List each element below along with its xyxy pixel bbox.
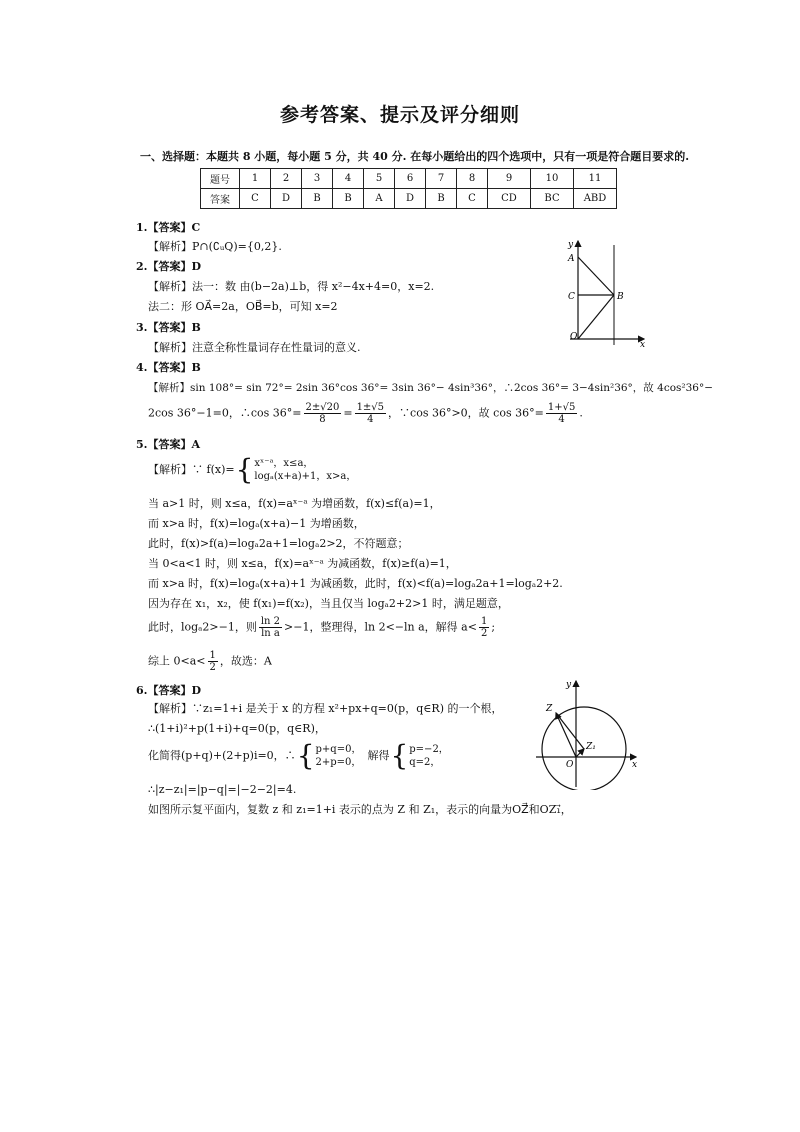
q5-line: 而 x>a 时，f(x)=logₐ(x+a)−1 为增函数， <box>148 517 365 530</box>
table-cell: 2 <box>271 169 302 189</box>
label-z1: Z₁ <box>586 742 596 752</box>
table-cell: 答案 <box>201 189 240 209</box>
label-x: x <box>632 760 638 770</box>
label-y: y <box>566 680 572 690</box>
q4-analysis-1: 【解析】sin 108°= sin 72°= 2sin 36°cos 36°= 3sin 36°− 4sin³36°，∴2cos 36°= 3−4sin²36°，故 4cos²36°− <box>148 382 714 394</box>
q4-answer: 4.【答案】B <box>136 361 201 374</box>
table-cell: BC <box>531 189 574 209</box>
label-b: B <box>617 292 624 302</box>
q6-line: ∴(1+i)²+p(1+i)+q=0(p，q∈R)， <box>148 722 326 735</box>
table-cell: D <box>271 189 302 209</box>
q5-line: 因为存在 x₁，x₂，使 f(x₁)=f(x₂)，当且仅当 logₐ2+2>1 时，满足题意， <box>148 597 509 610</box>
table-cell: 题号 <box>201 169 240 189</box>
q5-line: 综上 0<a< $\frac{1}{2}$ ，故选：A <box>148 650 272 673</box>
label-c: C <box>568 292 575 302</box>
vector-oz1 <box>576 749 584 757</box>
table-cell: D <box>395 189 426 209</box>
label-y: y <box>568 240 574 250</box>
complex-plane-diagram <box>532 675 642 790</box>
q4-fraction: $\frac{1\pm√5}{4}$ <box>356 402 385 425</box>
q5-line: 此时，logₐ2>−1，则 $\frac{\ln 2}{\text{ln a}}$ >−1，整理得，ln 2<−ln a，解得 a< $\frac{1}{2}$ ; <box>148 616 496 639</box>
table-cell: B <box>333 189 364 209</box>
table-cell: C <box>457 189 488 209</box>
table-cell: CD <box>488 189 531 209</box>
q6-answer: 6.【答案】D <box>136 684 202 697</box>
q4-analysis-2: 2cos 36°−1=0，∴cos 36°= $\frac{2\pm√20}{8}$ = $\frac{1\pm√5}{4}$ ，∵cos 36°>0，故 cos 36°= $\frac{1+√5}{4}$ . <box>148 402 583 425</box>
table-cell: 3 <box>302 169 333 189</box>
q2-answer: 2.【答案】D <box>136 260 202 273</box>
segment-ab <box>578 257 614 295</box>
table-cell: 11 <box>574 169 617 189</box>
table-cell: 7 <box>426 169 457 189</box>
q5-line: 而 x>a 时，f(x)=logₐ(x+a)+1 为减函数，此时，f(x)<f(a)=logₐ2a+1=logₐ2+2. <box>148 577 563 590</box>
q6-line: 如图所示复平面内，复数 z 和 z₁=1+i 表示的点为 Z 和 Z₁，表示的向量为OZ⃗和OZ₁⃗， <box>148 803 572 816</box>
answer-table <box>200 168 617 209</box>
label-a: A <box>568 254 575 264</box>
table-cell: 4 <box>333 169 364 189</box>
table-cell: 6 <box>395 169 426 189</box>
q2-analysis-1: 【解析】法一：数 由(b−2a)⊥b，得 x²−4x+4=0，x=2. <box>148 280 435 293</box>
vector-diagram <box>560 235 650 350</box>
q6-line: ∴|z−z₁|=|p−q|=|−2−2|=4. <box>148 783 297 796</box>
q4-text: ，∵cos 36°>0，故 cos 36°= <box>388 406 544 420</box>
q3-answer: 3.【答案】B <box>136 321 201 334</box>
table-cell: B <box>426 189 457 209</box>
table-cell: 5 <box>364 169 395 189</box>
q5-line: 当 0<a<1 时，则 x≤a，f(x)=aˣ⁻ᵃ 为减函数，f(x)≥f(a)=1， <box>148 557 457 570</box>
q1-analysis: 【解析】P∩(∁ᵤQ)={0,2}. <box>148 240 282 253</box>
table-row <box>201 189 617 209</box>
segment-ob <box>578 295 614 339</box>
page-title: 参考答案、提示及评分细则 <box>279 104 520 126</box>
table-cell: 8 <box>457 169 488 189</box>
table-cell: ABD <box>574 189 617 209</box>
q5-fraction: $\frac{1}{2}$ <box>209 650 216 673</box>
table-cell: A <box>364 189 395 209</box>
q6-line: 【解析】∵z₁=1+i 是关于 x 的方程 x²+px+q=0(p，q∈R) 的一个根， <box>148 702 503 715</box>
q5-fraction: $\frac{\ln 2}{\text{ln a}}$ <box>260 616 281 639</box>
q5-line: 当 a>1 时，则 x≤a，f(x)=aˣ⁻ᵃ 为增函数，f(x)≤f(a)=1， <box>148 497 441 510</box>
table-cell: 1 <box>240 169 271 189</box>
q6-system: 化简得(p+q)+(2+p)i=0，∴{ p+q=0， 2+p=0， 解得{ p=−2， q=2， <box>148 739 449 772</box>
q3-analysis: 【解析】注意全称性量词存在性量词的意义. <box>148 341 361 354</box>
q5-answer: 5.【答案】A <box>136 438 201 451</box>
table-row <box>201 169 617 189</box>
table-cell: 10 <box>531 169 574 189</box>
section-heading: 一、选择题：本题共 8 小题，每小题 5 分，共 40 分. 在每小题给出的四个选项中，只有一项是符合题目要求的. <box>140 150 690 163</box>
label-z: Z <box>546 704 553 714</box>
label-o: O <box>566 760 574 770</box>
q4-fraction: $\frac{1+√5}{4}$ <box>547 402 576 425</box>
q4-fraction: $\frac{2\pm√20}{8}$ <box>305 402 340 425</box>
label-o: O <box>570 332 578 342</box>
q4-text: 2cos 36°−1=0，∴cos 36°= <box>148 406 302 420</box>
q5-piecewise: 【解析】∵ f(x)={ xˣ⁻ᵃ，x≤a， logₐ(x+a)+1，x>a， <box>148 453 357 486</box>
q5-line: 此时，f(x)>f(a)=logₐ2a+1=logₐ2>2，不符题意； <box>148 537 409 550</box>
q5-fraction: $\frac{1}{2}$ <box>480 616 488 639</box>
label-x: x <box>640 340 646 350</box>
q1-answer: 1.【答案】C <box>136 221 201 234</box>
table-cell: C <box>240 189 271 209</box>
table-cell: 9 <box>488 169 531 189</box>
table-cell: B <box>302 189 333 209</box>
q2-analysis-2: 法二：形 OA⃗=2a，OB⃗=b，可知 x=2 <box>148 300 338 313</box>
